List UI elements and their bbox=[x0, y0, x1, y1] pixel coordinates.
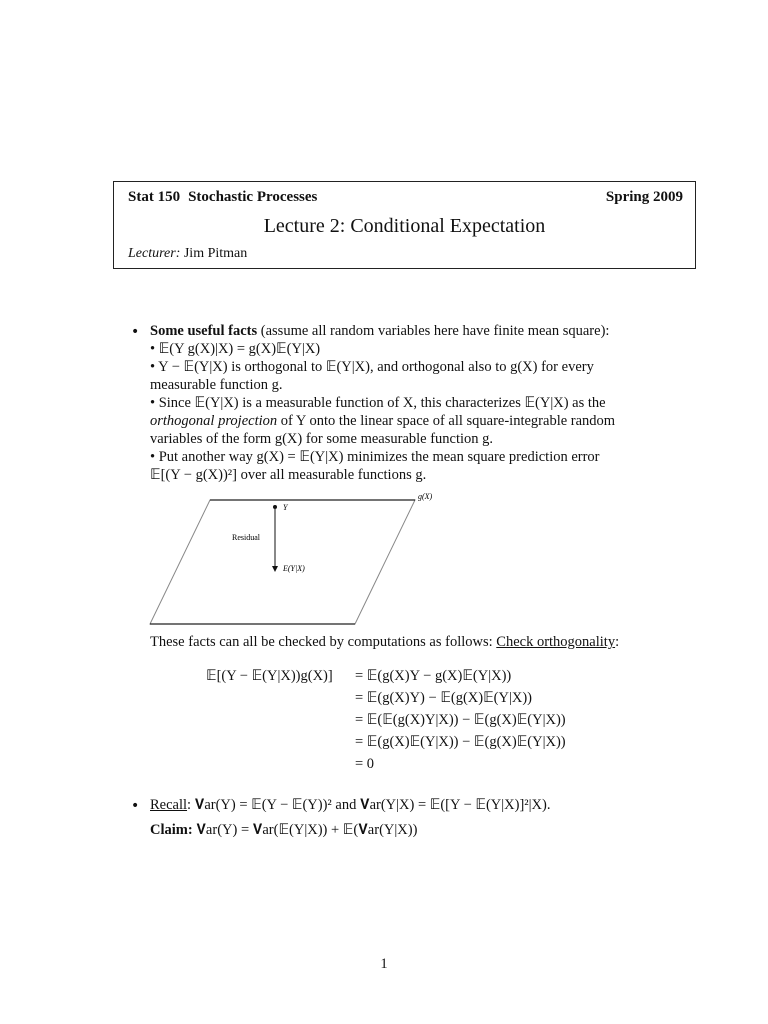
check-orthogonality-link: Check orthogonality bbox=[496, 634, 616, 650]
lecturer-name: Jim Pitman bbox=[183, 246, 248, 261]
recall-text: : 𝐕ar(Y) = 𝔼(Y − 𝔼(Y))² and 𝐕ar(Y|X) = 𝔼([Y − 𝔼(Y|X)]²|X). bbox=[187, 797, 551, 813]
course-name: Stochastic Processes bbox=[188, 189, 318, 205]
recall-line bbox=[150, 796, 550, 814]
lecture-header-box bbox=[113, 181, 696, 269]
lecturer-label: Lecturer: bbox=[128, 246, 181, 261]
claim-label: Claim: bbox=[150, 822, 193, 838]
fact-line-4: • Since 𝔼(Y|X) is a measurable function of X, this characterizes 𝔼(Y|X) as the bbox=[150, 395, 606, 411]
lecturer-line bbox=[128, 246, 247, 262]
check-intro-line: These facts can all be checked by computations as follows: Check orthogonality: bbox=[150, 634, 620, 650]
facts-heading-line bbox=[150, 322, 609, 340]
bullet-icon: • bbox=[131, 798, 140, 814]
orthogonal-projection-term: orthogonal projection bbox=[150, 413, 278, 429]
term: Spring 2009 bbox=[605, 189, 683, 205]
equation-lhs: 𝔼[(Y − 𝔼(Y|X))g(X)] bbox=[206, 668, 333, 684]
equation-row-5: = 0 bbox=[355, 756, 375, 772]
claim-line bbox=[150, 821, 417, 839]
y-label: Y bbox=[283, 503, 288, 512]
bullet-icon: • bbox=[131, 324, 140, 340]
fact-line-3: measurable function g. bbox=[150, 377, 283, 393]
arrow-head-icon bbox=[272, 566, 278, 572]
plane-shape bbox=[150, 500, 415, 624]
equation-row-4: = 𝔼(g(X)𝔼(Y|X)) − 𝔼(g(X)𝔼(Y|X)) bbox=[355, 734, 566, 750]
y-point bbox=[273, 505, 277, 509]
fact-line-1: • 𝔼(Y g(X)|X) = g(X)𝔼(Y|X) bbox=[150, 341, 321, 357]
facts-heading: Some useful facts bbox=[150, 323, 258, 339]
equation-row-3: = 𝔼(𝔼(g(X)Y|X)) − 𝔼(g(X)𝔼(Y|X)) bbox=[355, 712, 566, 728]
page-number: 1 bbox=[380, 956, 388, 972]
fact-line-6: variables of the form g(X) for some measurable function g. bbox=[150, 431, 494, 447]
residual-label: Residual bbox=[232, 533, 260, 542]
fact-line-5: orthogonal projection of Y onto the linear space of all square-integrable random bbox=[150, 413, 616, 429]
course-code: Stat 150 bbox=[128, 189, 181, 205]
facts-heading-rest: (assume all random variables here have finite mean square): bbox=[257, 323, 610, 339]
fact-line-7: • Put another way g(X) = 𝔼(Y|X) minimizes the mean square prediction error bbox=[150, 449, 600, 465]
lecture-title: Lecture 2: Conditional Expectation bbox=[263, 215, 546, 237]
equation-row-2: = 𝔼(g(X)Y) − 𝔼(g(X)𝔼(Y|X)) bbox=[355, 690, 533, 706]
recall-label: Recall bbox=[150, 797, 188, 813]
fact-line-2: • Y − 𝔼(Y|X) is orthogonal to 𝔼(Y|X), and orthogonal also to g(X) for every bbox=[150, 359, 594, 375]
fact-line-8: 𝔼[(Y − g(X))²] over all measurable functions g. bbox=[150, 467, 427, 483]
projection-diagram bbox=[140, 490, 433, 630]
equation-row-1: = 𝔼(g(X)Y − g(X)𝔼(Y|X)) bbox=[355, 668, 512, 684]
claim-text: 𝐕ar(Y) = 𝐕ar(𝔼(Y|X)) + 𝔼(𝐕ar(Y|X)) bbox=[192, 822, 418, 838]
course-line bbox=[128, 189, 317, 206]
plane-label: g(X) bbox=[418, 492, 433, 501]
projection-label: E(Y|X) bbox=[283, 564, 305, 573]
